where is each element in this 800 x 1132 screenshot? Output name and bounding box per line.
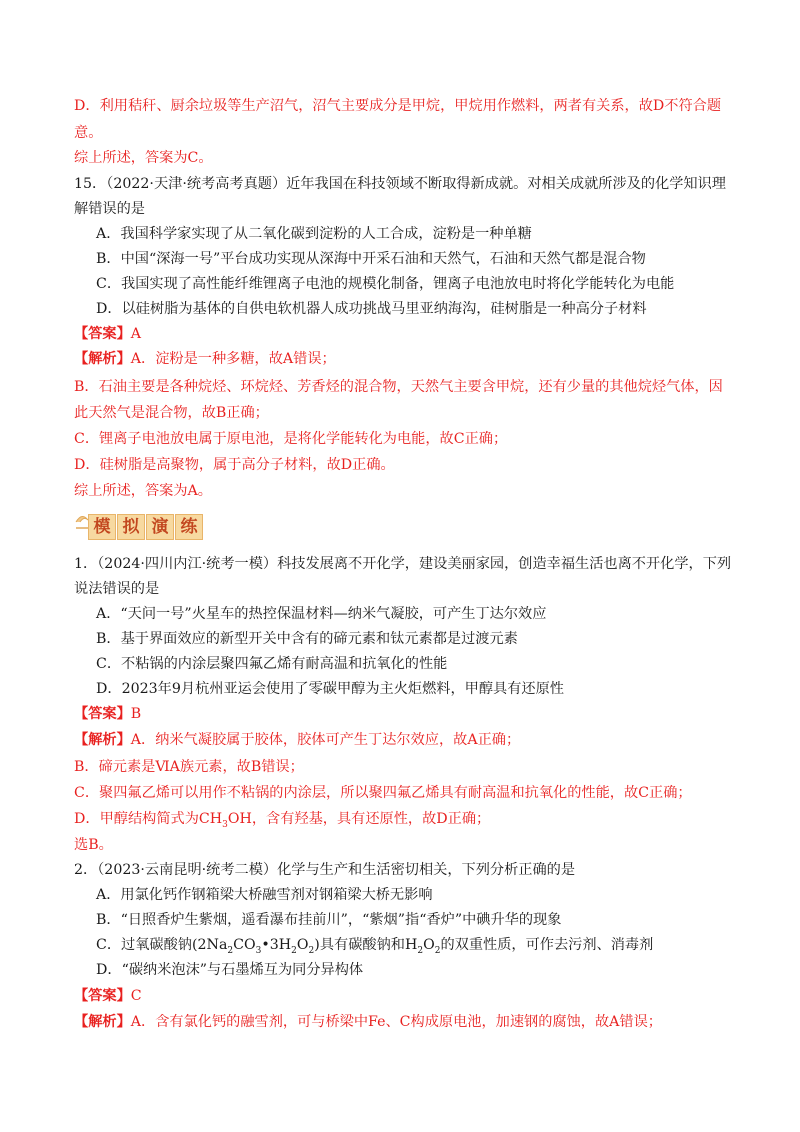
mock-2-option-d: D．“碳纳米泡沫”与石墨烯互为同分异构体 — [96, 962, 364, 978]
mock-1-answer — [74, 704, 141, 724]
question-15-explain-b: B．石油主要是各种烷烃、环烷烃、芳香烃的混合物，天然气主要含甲烷，还有少量的其他烷烃气体，因 — [74, 379, 723, 395]
mock-1-explain-d — [74, 809, 490, 835]
subscript: 2 — [434, 945, 441, 956]
explain-text: A．含有氯化钙的融雪剂，可与桥梁中Fe、C构成原电池，加速钢的腐蚀，故A错误； — [130, 1014, 662, 1030]
answer-tag: 【答案】 — [74, 988, 131, 1004]
mock-1-explain-b: B．碲元素是ⅥA族元素，故B错误； — [74, 759, 304, 775]
formula-part: O — [423, 937, 435, 953]
explain-text: A．纳米气凝胶属于胶体，胶体可产生丁达尔效应，故A正确； — [130, 732, 521, 748]
banner-char-1: 模 — [88, 514, 116, 540]
subscript: 2 — [291, 945, 297, 956]
mock-1-option-d: D．2023年9月杭州亚运会使用了零碳甲醇为主火炬燃料，甲醇具有还原性 — [96, 681, 564, 697]
formula-part: O — [296, 937, 309, 953]
answer-value: B — [130, 706, 142, 722]
summary-c: 综上所述，答案为C。 — [74, 150, 213, 166]
explain-text: OH，含有羟基，具有还原性，故D正确； — [227, 811, 491, 827]
formula-part: )具有碳酸钠和H — [314, 937, 418, 953]
formula-part: C．过氧碳酸钠(2Na — [96, 937, 228, 953]
question-15-explain-a — [74, 349, 336, 369]
mock-1-option-b: B．基于界面效应的新型开关中含有的碲元素和钛元素都是过渡元素 — [96, 631, 518, 647]
mock-1-stem-cont: 说法错误的是 — [74, 581, 160, 597]
subscript: 2 — [308, 945, 315, 956]
question-15-option-d: D．以硅树脂为基体的自供电软机器人成功挑战马里亚纳海沟，硅树脂是一种高分子材料 — [96, 301, 647, 317]
subscript: 3 — [222, 819, 228, 830]
section-banner — [72, 508, 212, 542]
line-d-option-end: 意。 — [74, 125, 103, 141]
mock-1-stem: 1．（2024·四川内江·统考一模）科技发展离不开化学，建设美丽家园，创造幸福生活也离不开化学，下列 — [74, 556, 732, 572]
mock-1-option-c: C．不粘锅的内涂层聚四氟乙烯有耐高温和抗氧化的性能 — [96, 656, 448, 672]
line-d-option-cont: D．利用秸秆、厨余垃圾等生产沼气，沼气主要成分是甲烷，甲烷用作燃料，两者有关系，故D不符合题 — [74, 98, 722, 114]
explain-text: D．甲醇结构简式为CH — [74, 811, 223, 827]
mock-2-answer — [74, 986, 142, 1006]
subscript: 2 — [227, 945, 234, 956]
formula-part: CO — [233, 937, 256, 953]
question-15-option-a: A．我国科学家实现了从二氧化碳到淀粉的人工合成，淀粉是一种单糖 — [96, 226, 532, 242]
question-15-explain-d: D．硅树脂是高聚物，属于高分子材料，故D正确。 — [74, 457, 395, 473]
explain-tag: 【解析】 — [74, 1014, 131, 1030]
formula-part: •3H — [261, 937, 292, 953]
subscript: 3 — [255, 945, 262, 956]
mock-2-stem: 2．（2023·云南昆明·统考二模）化学与生产和生活密切相关，下列分析正确的是 — [74, 862, 576, 878]
question-15-option-c: C．我国实现了高性能纤维锂离子电池的规模化制备，锂离子电池放电时将化学能转化为电能 — [96, 276, 675, 292]
mock-1-option-a: A．“天问一号”火星车的热控保温材料—纳米气凝胶，可产生丁达尔效应 — [96, 606, 547, 622]
mock-1-summary: 选B。 — [74, 837, 113, 853]
subscript: 2 — [417, 945, 424, 956]
mock-2-explain-a — [74, 1012, 662, 1032]
explain-text: A．淀粉是一种多糖，故A错误； — [130, 351, 336, 367]
explain-tag: 【解析】 — [74, 732, 131, 748]
banner-char-2: 拟 — [117, 514, 145, 540]
mock-2-option-b: B．“日照香炉生紫烟，遥看瀑布挂前川”，“紫烟”指“香炉”中碘升华的现象 — [96, 912, 562, 928]
mock-1-explain-a — [74, 730, 520, 750]
question-15-stem: 15．（2022·天津·统考高考真题）近年我国在科技领域不断取得新成就。对相关成就所涉及的化学知识理 — [74, 176, 726, 192]
answer-tag: 【答案】 — [74, 706, 131, 722]
formula-part: 的双重性质，可作去污剂、消毒剂 — [440, 937, 654, 953]
mock-1-explain-c: C．聚四氟乙烯可以用作不粘锅的内涂层，所以聚四氟乙烯具有耐高温和抗氧化的性能，故C正确； — [74, 785, 692, 801]
question-15-explain-b-cont: 此天然气是混合物，故B正确； — [74, 405, 269, 421]
banner-char-4: 练 — [175, 514, 203, 540]
question-15-answer — [74, 324, 141, 344]
mock-2-option-a: A．用氯化钙作钢箱梁大桥融雪剂对钢箱梁大桥无影响 — [96, 887, 433, 903]
explain-tag: 【解析】 — [74, 351, 131, 367]
banner-char-3: 演 — [146, 514, 174, 540]
question-15-option-b: B．中国“深海一号”平台成功实现从深海中开采石油和天然气，石油和天然气都是混合物 — [96, 251, 646, 267]
answer-tag: 【答案】 — [74, 326, 131, 342]
question-15-explain-c: C．锂离子电池放电属于原电池，是将化学能转化为电能，故C正确； — [74, 431, 508, 447]
question-15-summary: 综上所述，答案为A。 — [74, 483, 212, 499]
question-15-stem-cont: 解错误的是 — [74, 201, 145, 217]
mock-2-option-c — [96, 935, 653, 961]
answer-value: A — [130, 326, 142, 342]
answer-value: C — [130, 988, 142, 1004]
